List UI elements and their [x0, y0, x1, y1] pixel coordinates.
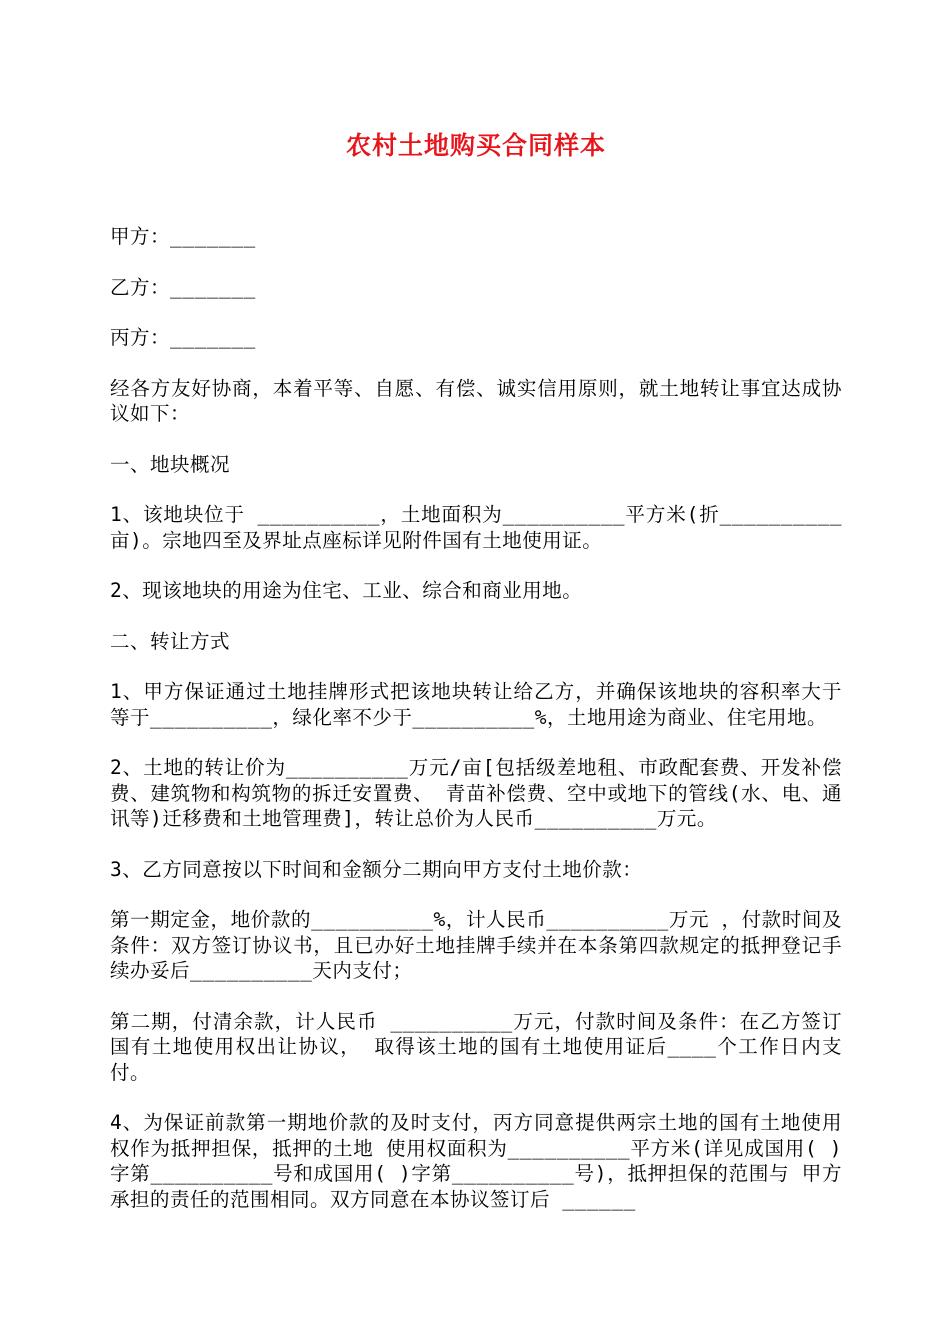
section-heading-transfer-method: 二、转让方式 [110, 629, 231, 653]
clause-payment-schedule: 3、乙方同意按以下时间和金额分二期向甲方支付土地价款： [110, 857, 643, 881]
party-b-line: 乙方：_______ [110, 275, 256, 299]
clause-payment-phase-1: 第一期定金，地价款的__________%，计人民币__________万元 ，付款时间及条件：双方签订协议书，且已办好土地挂牌手续并在本条第四款规定的抵押登记手续办妥后__________天内支付； [110, 908, 842, 982]
party-c-line: 丙方：_______ [110, 326, 256, 349]
intro-paragraph: 经各方友好协商，本着平等、自愿、有偿、诚实信用原则，就土地转让事宜达成协议如下： [110, 376, 842, 425]
clause-transfer-guarantee: 1、甲方保证通过土地挂牌形式把该地块转让给乙方，并确保该地块的容积率大于等于__________，绿化率不少于__________%，土地用途为商业、住宅用地。 [110, 680, 842, 729]
section-heading-plot-overview: 一、地块概况 [110, 452, 231, 476]
party-a-line: 甲方：_______ [110, 225, 256, 248]
clause-plot-location: 1、该地块位于 __________，土地面积为__________平方米(折__________亩)。宗地四至及界址点座标详见附件国有土地使用证。 [110, 503, 842, 552]
clause-mortgage-guarantee: 4、为保证前款第一期地价款的及时支付，丙方同意提供两宗土地的国有土地使用权作为抵押担保，抵押的土地 使用权面积为__________平方米(详见成国用( )字第__________号和成国用( )字第__________号)，抵押担保的范围与 甲方承担的责任的范围相同。双方同意在本协议签订后 ______ [110, 1111, 842, 1211]
clause-transfer-price: 2、土地的转让价为__________万元/亩[包括级差地租、市政配套费、开发补偿费、建筑物和构筑物的拆迁安置费、 青苗补偿费、空中或地下的管线(水、电、通讯等)迁移费和土地管理费]，转让总价为人民币__________万元。 [110, 756, 842, 830]
clause-payment-phase-2: 第二期，付清余款，计人民币 __________万元，付款时间及条件：在乙方签订国有土地使用权出让协议， 取得该土地的国有土地使用证后____个工作日内支付。 [110, 1009, 842, 1084]
clause-plot-usage: 2、现该地块的用途为住宅、工业、综合和商业用地。 [110, 579, 583, 602]
document-title: 农村土地购买合同样本 [345, 131, 606, 160]
